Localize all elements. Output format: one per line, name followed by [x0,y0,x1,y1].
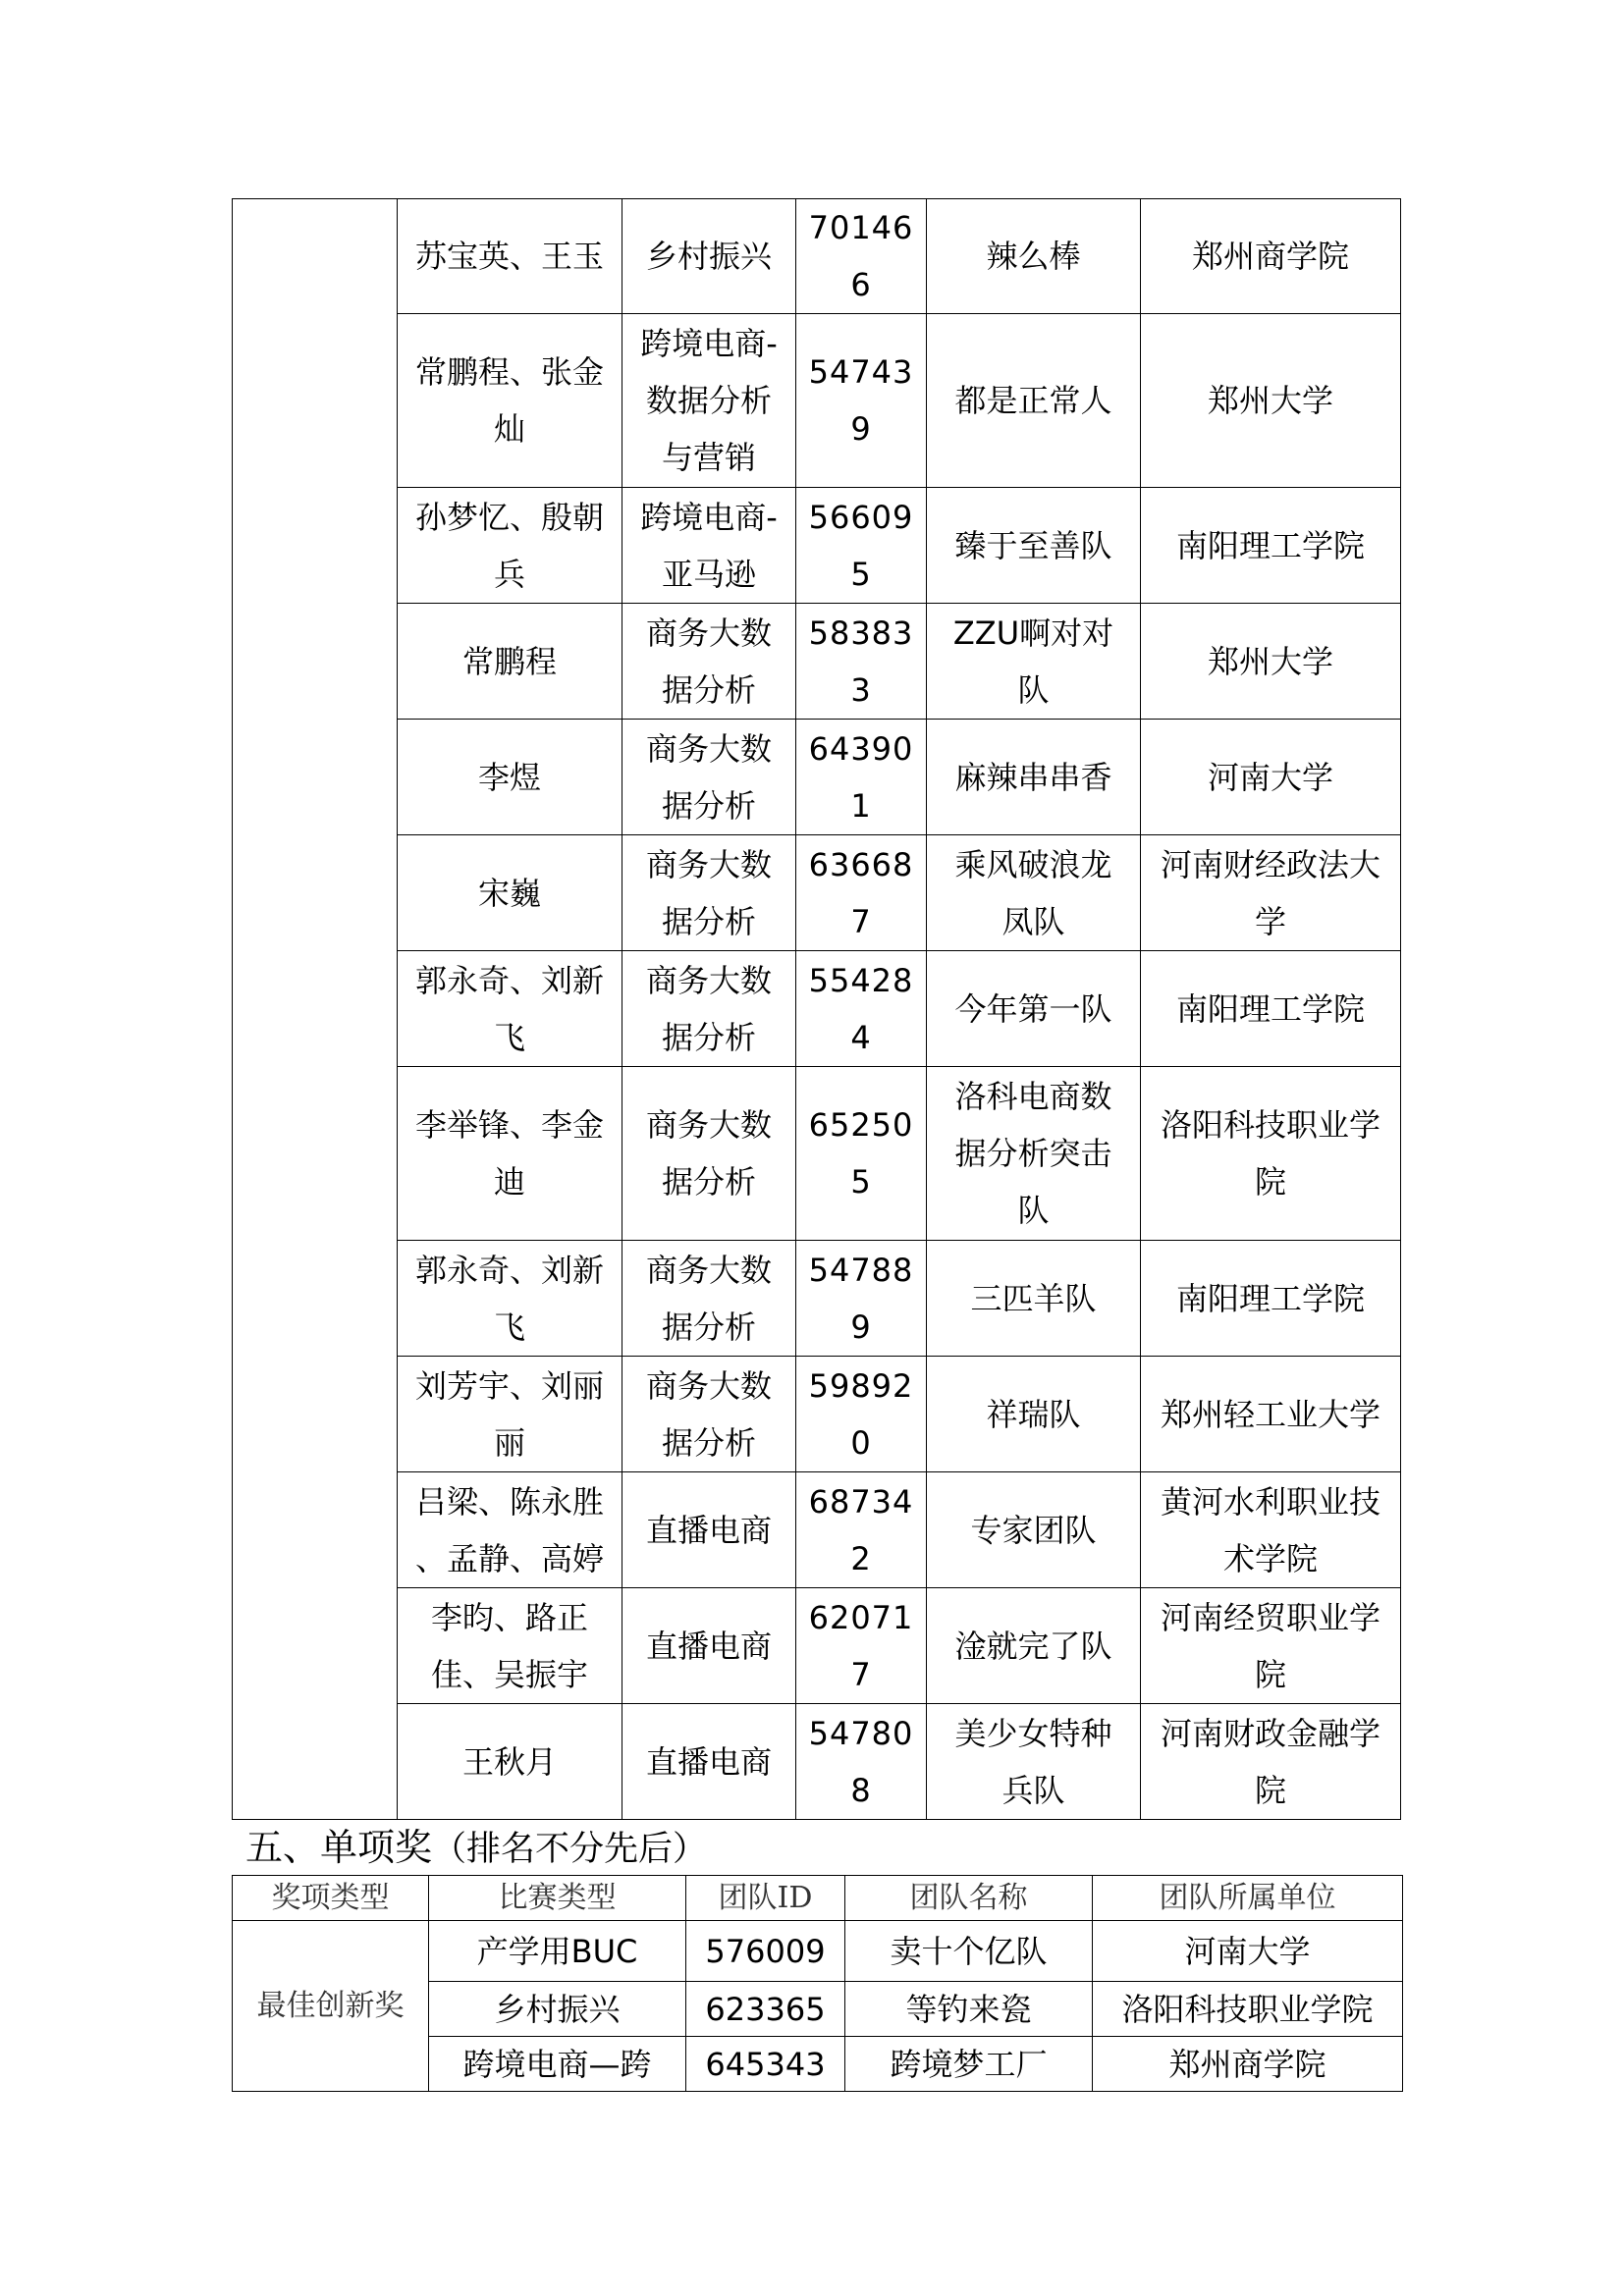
cell-line: 65250 [808,1106,914,1144]
category-cell [622,199,796,314]
cell-line: 商务大数 [645,729,772,768]
table-row [233,1472,1401,1588]
cell-line: 李煜 [477,758,541,796]
member-cell [398,1241,622,1357]
unit-cell [1141,199,1401,314]
team-name-cell [927,835,1141,951]
cell-line: 55428 [808,961,914,999]
cell-line: 丽 [493,1423,525,1462]
header-award-type: 奖项类型 [233,1876,429,1921]
member-cell [398,720,622,835]
cell-line: 数据分析 [645,382,772,419]
team-name-cell [927,1067,1141,1241]
team-name-cell: 跨境梦工厂 [845,2037,1093,2092]
table-row [233,488,1401,604]
team-id-cell [796,604,927,720]
award-header-row [233,1876,1403,1921]
cell-line: 58383 [808,614,914,652]
cell-line: 孙梦忆、殷朝 [414,498,604,536]
cell-line: 据分析 [661,1163,756,1201]
cell-line: 臻于至善队 [954,526,1112,564]
cell-line: 2 [850,1539,872,1577]
category-cell [622,604,796,720]
member-cell [398,1704,622,1820]
cell-line: 直播电商 [645,1511,772,1549]
cell-line: 淦就完了队 [954,1627,1112,1665]
cell-line: 4 [850,1018,872,1056]
unit-cell [1141,488,1401,604]
category-cell [622,951,796,1067]
cell-line: 70146 [808,209,914,246]
cell-line: 郭永奇、刘新 [414,1251,604,1289]
cell-line: 三匹羊队 [970,1279,1097,1317]
cell-line: 商务大数 [645,614,772,652]
cell-line: 队 [1017,1192,1050,1229]
cell-line: 商务大数 [645,845,772,883]
unit-cell: 洛阳科技职业学院 [1093,1982,1403,2037]
cell-line: 商务大数 [645,1366,772,1405]
category-cell [622,1704,796,1820]
unit-cell [1141,1472,1401,1588]
cell-line: 商务大数 [645,1251,772,1289]
table-row [233,604,1401,720]
competition-type-cell: 产学用BUC [429,1921,686,1982]
cell-line: 据分析突击 [954,1135,1112,1172]
team-id-cell [796,1067,927,1241]
cell-line: 3 [850,670,872,709]
cell-line: 今年第一队 [954,989,1112,1028]
team-id-cell [796,1588,927,1704]
cell-line: 1 [850,786,872,825]
unit-cell: 郑州商学院 [1093,2037,1403,2092]
cell-line: 飞 [493,1018,525,1056]
header-team-unit: 团队所属单位 [1093,1876,1403,1921]
cell-line: 54780 [808,1714,914,1752]
cell-line: 河南财政金融学 [1160,1714,1380,1752]
award-row [233,1921,1403,1982]
cell-line: 王秋月 [461,1742,557,1781]
cell-line: 祥瑞队 [986,1395,1081,1433]
cell-line: 院 [1254,1771,1286,1809]
cell-line: 据分析 [661,670,756,709]
cell-line: 54743 [808,353,914,391]
cell-line: 商务大数 [645,1106,772,1144]
cell-line: 乡村振兴 [645,238,772,275]
cell-line: 常鹏程、张金 [414,353,604,391]
team-id-cell [796,488,927,604]
member-cell [398,951,622,1067]
results-table-body [233,199,1401,1820]
team-name-cell [927,1357,1141,1472]
header-team-name: 团队名称 [845,1876,1093,1921]
cell-line: 吕梁、陈永胜 [414,1482,604,1521]
single-award-table [232,1875,1403,2092]
category-cell [622,720,796,835]
cell-line: 迪 [493,1163,525,1201]
cell-line: 队 [1017,670,1050,709]
cell-line: 飞 [493,1308,525,1346]
table-row [233,951,1401,1067]
table-row [233,199,1401,314]
cell-line: 6 [850,266,872,303]
team-name-cell [927,951,1141,1067]
team-id-cell: 576009 [686,1921,845,1982]
category-cell [622,835,796,951]
cell-line: 68734 [808,1482,914,1521]
unit-cell [1141,835,1401,951]
cell-line: 灿 [493,410,525,448]
member-cell [398,314,622,488]
unit-cell [1141,1357,1401,1472]
team-id-cell: 645343 [686,2037,845,2092]
cell-line: 商务大数 [645,961,772,999]
cell-line: 刘芳宇、刘丽 [414,1366,604,1405]
cell-line: 7 [850,1655,872,1693]
cell-line: 河南大学 [1207,758,1333,796]
team-id-cell [796,1357,927,1472]
cell-line: 郑州大学 [1207,642,1333,680]
member-cell [398,199,622,314]
cell-line: 与营销 [661,439,756,476]
cell-line: 62071 [808,1598,914,1636]
cell-line: 南阳理工学院 [1175,526,1365,564]
cell-line: 兵 [493,555,525,593]
cell-line: 7 [850,902,872,940]
section-note: （排名不分先后） [432,1830,708,1869]
unit-cell [1141,1704,1401,1820]
cell-line: 跨境电商- [640,498,778,536]
member-cell [398,835,622,951]
cell-line: 据分析 [661,1423,756,1462]
cell-line: 专家团队 [970,1511,1097,1549]
team-id-cell [796,835,927,951]
cell-line: 0 [850,1423,872,1462]
team-id-cell [796,199,927,314]
cell-line: 辣么棒 [986,238,1081,275]
team-id-cell [796,720,927,835]
cell-line: 8 [850,1771,872,1809]
cell-line: 麻辣串串香 [954,758,1112,796]
cell-line: 、孟静、高婷 [414,1539,604,1577]
cell-line: 乘风破浪龙 [954,845,1112,883]
cell-line: 李昀、路正 [430,1598,588,1636]
section-heading [245,1818,707,1879]
header-competition-type: 比赛类型 [429,1876,686,1921]
category-cell [622,1588,796,1704]
cell-line: 跨境电商- [640,325,778,362]
category-cell [622,1357,796,1472]
cell-line: 5 [850,1163,872,1201]
cell-line: 黄河水利职业技 [1160,1482,1380,1521]
member-cell [398,1357,622,1472]
table-row [233,1704,1401,1820]
cell-line: 直播电商 [645,1627,772,1665]
unit-cell [1141,1067,1401,1241]
team-name-cell [927,1588,1141,1704]
cell-line: 郑州大学 [1207,382,1333,419]
cell-line: 都是正常人 [954,382,1112,419]
table-row [233,720,1401,835]
cell-line: 56609 [808,498,914,536]
cell-line: 洛阳科技职业学 [1160,1106,1380,1144]
unit-cell: 河南大学 [1093,1921,1403,1982]
member-cell [398,604,622,720]
cell-line: 河南财经政法大 [1160,845,1380,883]
unit-cell [1141,604,1401,720]
cell-line: 9 [850,1308,872,1346]
member-cell [398,488,622,604]
team-name-cell [927,314,1141,488]
cell-line: 学 [1254,902,1286,940]
category-cell [622,1472,796,1588]
cell-line: 据分析 [661,1018,756,1056]
section-title: 五、单项奖 [245,1826,433,1869]
team-name-cell [927,720,1141,835]
table-row [233,1357,1401,1472]
team-name-cell [927,199,1141,314]
cell-line: 南阳理工学院 [1175,1279,1365,1317]
cell-line: 洛科电商数 [954,1078,1112,1115]
member-cell [398,1067,622,1241]
team-id-cell [796,951,927,1067]
team-name-cell: 等钓来瓷 [845,1982,1093,2037]
cell-line: 兵队 [1001,1771,1065,1809]
cell-line: 术学院 [1222,1539,1318,1577]
unit-cell [1141,1241,1401,1357]
team-id-cell [796,314,927,488]
cell-line: 宋巍 [477,874,541,912]
cell-line: 63668 [808,845,914,883]
results-table-continued [232,198,1401,1820]
cell-line: 9 [850,410,872,448]
unit-cell [1141,314,1401,488]
cell-line: 凤队 [1001,902,1065,940]
award-type-cell: 最佳创新奖 [233,1921,429,2092]
team-name-cell [927,488,1141,604]
cell-line: 院 [1254,1163,1286,1201]
team-name-cell [927,1241,1141,1357]
cell-line: 据分析 [661,786,756,825]
table-row [233,314,1401,488]
category-cell [622,1241,796,1357]
cell-line: 59892 [808,1366,914,1405]
cell-line: 河南经贸职业学 [1160,1598,1380,1636]
team-name-cell: 卖十个亿队 [845,1921,1093,1982]
cell-line: 郑州商学院 [1191,238,1349,275]
member-cell [398,1588,622,1704]
cell-line: 美少女特种 [954,1714,1112,1752]
member-cell [398,1472,622,1588]
cell-line: 据分析 [661,902,756,940]
table-row [233,1067,1401,1241]
unit-cell [1141,720,1401,835]
cell-line: 据分析 [661,1308,756,1346]
cell-line: 54788 [808,1251,914,1289]
header-team-id: 团队ID [686,1876,845,1921]
table-row [233,835,1401,951]
cell-line: 苏宝英、王玉 [414,238,604,275]
team-id-cell: 623365 [686,1982,845,2037]
cell-line: 院 [1254,1655,1286,1693]
category-cell [622,488,796,604]
cell-line: 佳、吴振宇 [430,1655,588,1693]
cell-line: 5 [850,555,872,593]
category-cell [622,1067,796,1241]
unit-cell [1141,1588,1401,1704]
cell-line: 常鹏程 [461,642,557,680]
team-name-cell [927,1704,1141,1820]
unit-cell [1141,951,1401,1067]
competition-type-cell: 跨境电商—跨 [429,2037,686,2092]
cell-line: 李举锋、李金 [414,1106,604,1144]
cell-line: 64390 [808,729,914,768]
cell-line: 南阳理工学院 [1175,989,1365,1028]
table-row [233,1588,1401,1704]
team-id-cell [796,1241,927,1357]
team-name-cell [927,604,1141,720]
award-level-cell [233,199,398,1820]
award-table-body [233,1876,1403,2092]
table-row [233,1241,1401,1357]
cell-line: 亚马逊 [661,555,756,593]
competition-type-cell: 乡村振兴 [429,1982,686,2037]
cell-line: ZZU啊对对 [952,614,1114,652]
team-id-cell [796,1472,927,1588]
category-cell [622,314,796,488]
team-name-cell [927,1472,1141,1588]
cell-line: 郭永奇、刘新 [414,961,604,999]
cell-line: 郑州轻工业大学 [1160,1395,1380,1433]
team-id-cell [796,1704,927,1820]
cell-line: 直播电商 [645,1742,772,1781]
